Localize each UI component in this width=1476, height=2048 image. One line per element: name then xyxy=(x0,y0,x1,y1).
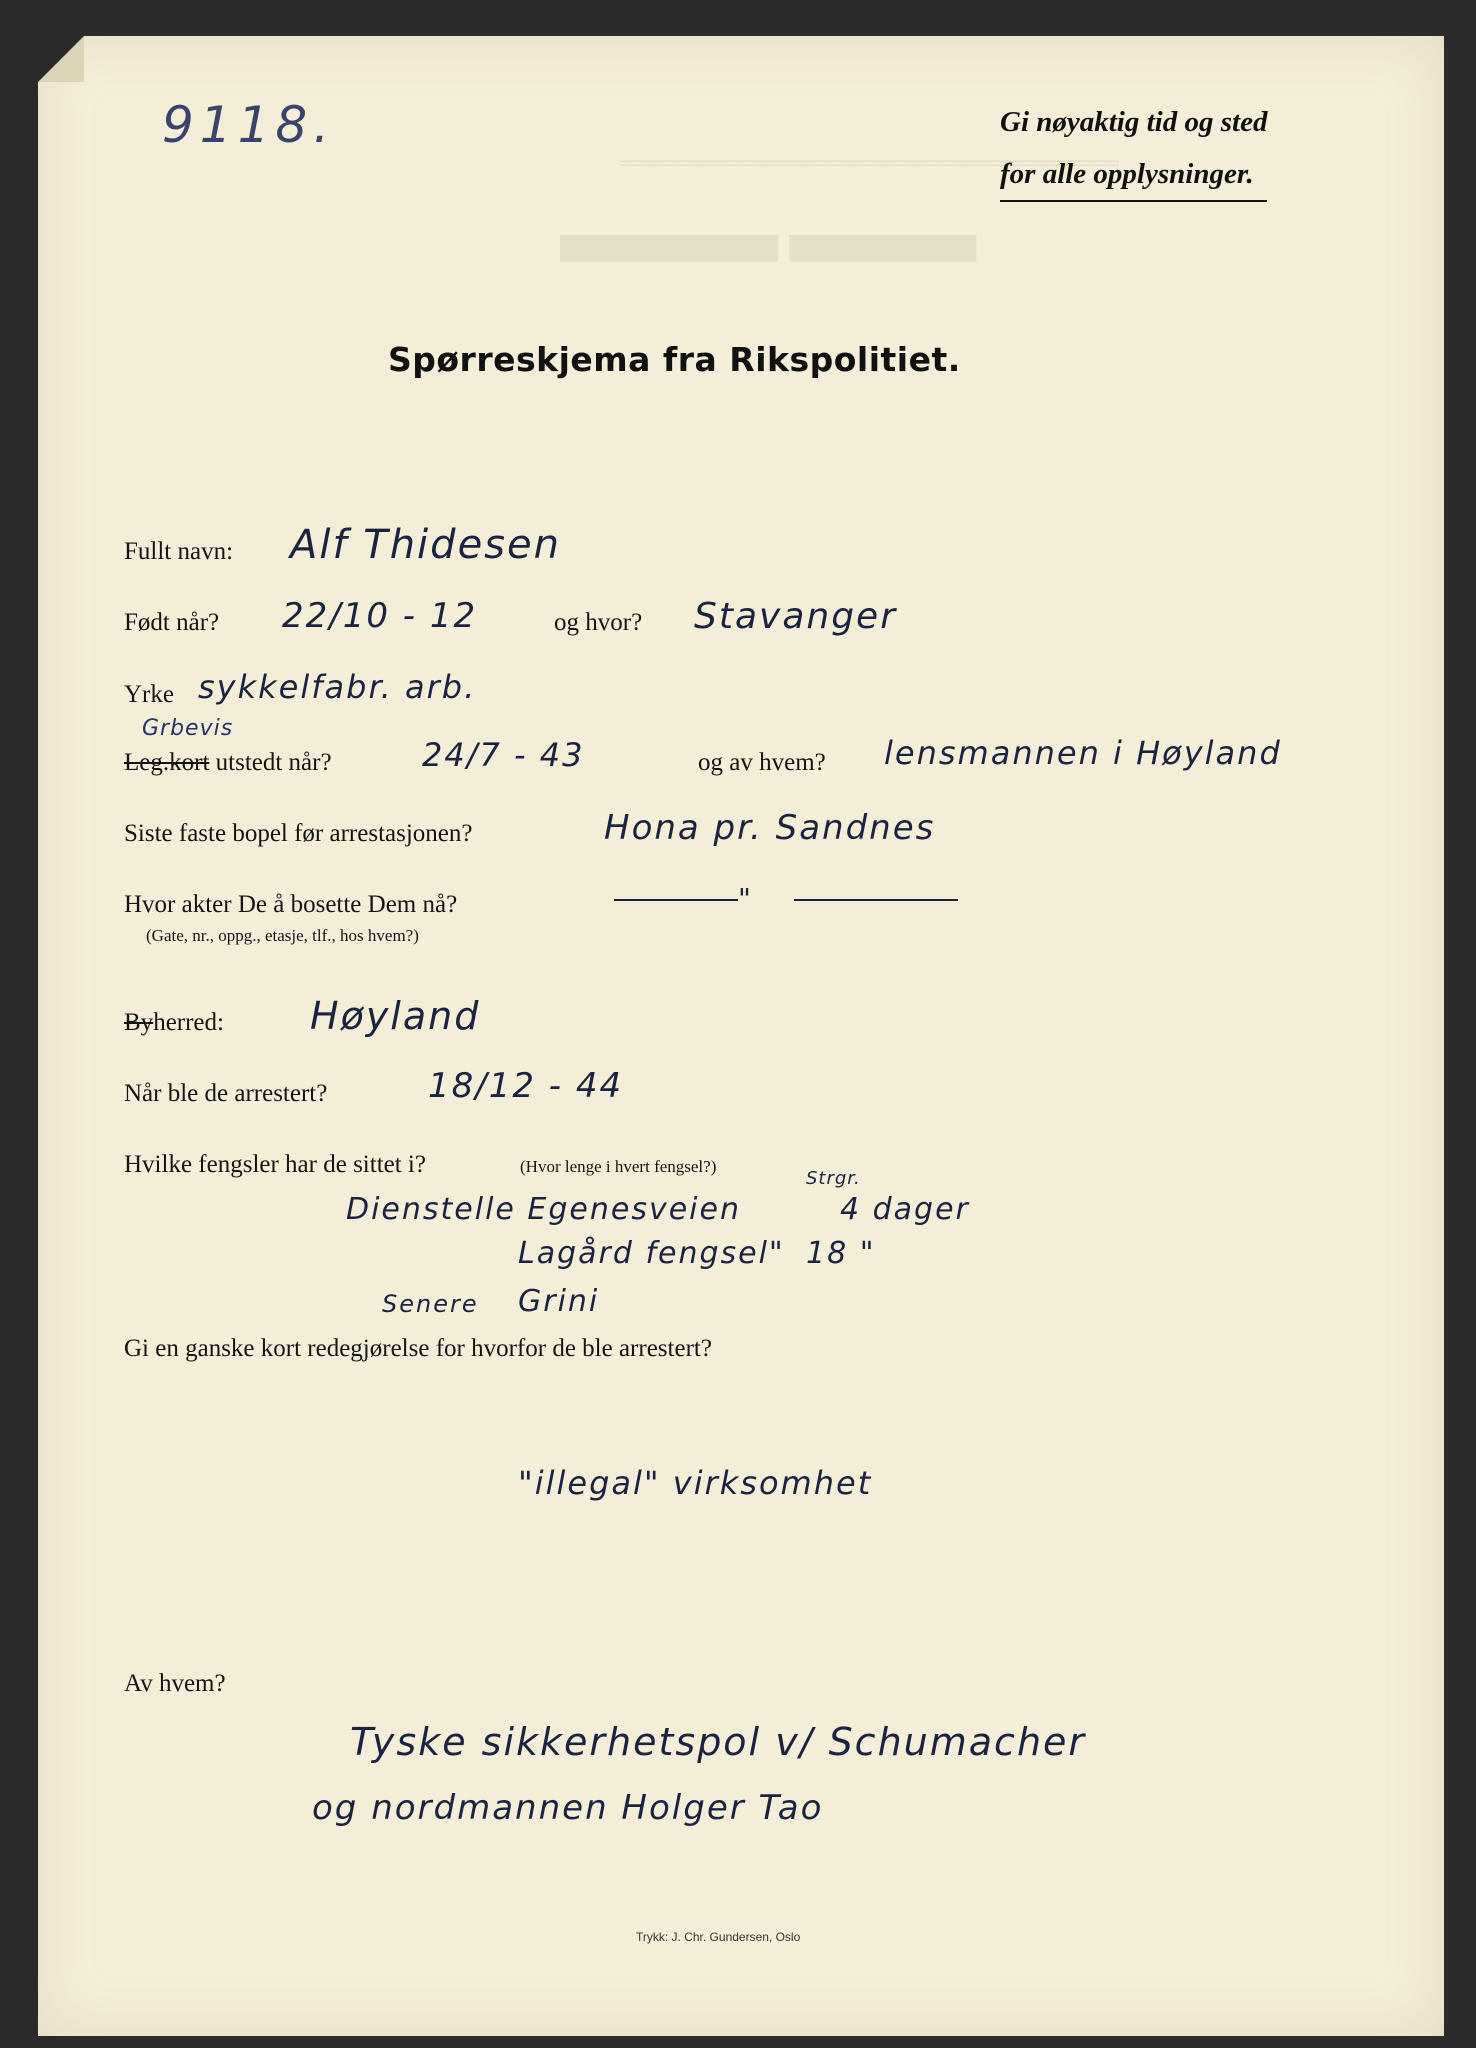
settle-dash-left xyxy=(614,899,738,901)
arrested-when-value: 18/12 - 44 xyxy=(428,1066,624,1106)
arrested-when-label: Når ble de arrestert? xyxy=(124,1080,328,1107)
document-number: 9118. xyxy=(162,96,336,154)
prisons-line-1: Dienstelle Egenesveien xyxy=(346,1192,741,1227)
legcard-label-struck: Leg.kort xyxy=(124,749,210,776)
reason-value: "illegal" virksomhet xyxy=(518,1464,873,1502)
prisons-insert: Strgr. xyxy=(806,1168,861,1189)
issued-by-label: og av hvem? xyxy=(698,749,826,776)
occupation-label: Yrke xyxy=(124,681,174,708)
show-through-text: ════════════════════════════════ xyxy=(620,150,1119,175)
born-where-value: Stavanger xyxy=(694,596,898,637)
prisons-line-3b: Grini xyxy=(518,1284,600,1319)
settle-value: " xyxy=(738,882,753,915)
legcard-label xyxy=(124,749,332,777)
notice-line-1: Gi nøyaktig tid og sted xyxy=(1000,106,1268,138)
notice xyxy=(1000,96,1267,202)
last-residence-value: Hona pr. Sandnes xyxy=(604,808,936,848)
settle-dash-right xyxy=(794,899,958,901)
reason-label: Gi en ganske kort redegjørelse for hvorfor de ble arrestert? xyxy=(124,1335,712,1362)
name-value: Alf Thidesen xyxy=(290,522,561,568)
show-through-text: ▀▀▀▀▀▀▀ ▀▀▀▀▀▀ xyxy=(560,236,977,285)
prisons-line-1-time: 4 dager xyxy=(840,1192,970,1227)
born-when-label: Født når? xyxy=(124,609,220,636)
municipality-label xyxy=(124,1009,224,1037)
born-when-value: 22/10 - 12 xyxy=(282,596,478,636)
prisons-line-2-time: 18 " xyxy=(806,1236,876,1271)
born-where-label: og hvor? xyxy=(554,609,643,636)
municipality-label-struck: By xyxy=(124,1009,154,1036)
prisons-line-3a: Senere xyxy=(382,1290,479,1318)
prisons-line-2: Lagård fengsel" xyxy=(518,1236,785,1271)
settle-sublabel: (Gate, nr., oppg., etasje, tlf., hos hvem?) xyxy=(146,926,419,945)
by-whom-line-1: Tyske sikkerhetspol v/ Schumacher xyxy=(350,1720,1087,1764)
form-title: Spørreskjema fra Rikspolitiet. xyxy=(388,340,961,379)
prisons-label: Hvilke fengsler har de sittet i? xyxy=(124,1151,426,1178)
settle-label: Hvor akter De å bosette Dem nå? xyxy=(124,891,458,918)
printer-footer: Trykk: J. Chr. Gundersen, Oslo xyxy=(636,1930,801,1944)
folded-corner-cut xyxy=(38,36,84,82)
legcard-label-rest: utstedt når? xyxy=(215,749,332,776)
prisons-sublabel: (Hvor lenge i hvert fengsel?) xyxy=(520,1157,717,1176)
name-label: Fullt navn: xyxy=(124,538,234,565)
last-residence-label: Siste faste bopel før arrestasjonen? xyxy=(124,820,473,847)
legcard-value: 24/7 - 43 xyxy=(422,736,585,774)
legcard-correction: Grbevis xyxy=(142,716,234,741)
municipality-label-rest: herred: xyxy=(153,1009,224,1036)
municipality-value: Høyland xyxy=(310,994,481,1038)
by-whom-line-2: og nordmannen Holger Tao xyxy=(312,1788,824,1828)
by-whom-label: Av hvem? xyxy=(124,1670,226,1697)
notice-line-2: for alle opplysninger. xyxy=(1000,148,1267,202)
issued-by-value: lensmannen i Høyland xyxy=(884,734,1282,772)
occupation-value: sykkelfabr. arb. xyxy=(198,668,477,706)
